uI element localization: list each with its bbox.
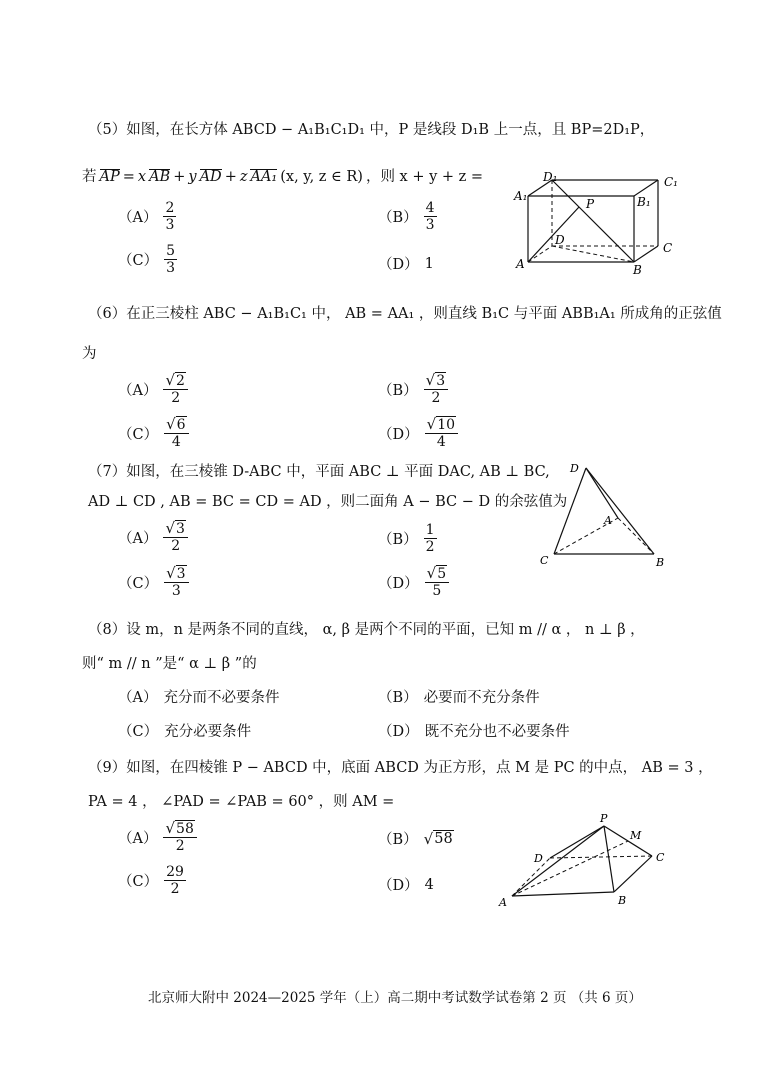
q7-stem-line2: AD ⊥ CD , AB = BC = CD = AD ，则二面角 A − BC − D 的余弦值为 <box>88 494 568 510</box>
q8-option-d[interactable] <box>378 720 570 741</box>
option-label: （A） <box>118 830 158 847</box>
q5-option-c[interactable] <box>118 243 177 276</box>
option-label: （C） <box>118 253 159 270</box>
q8-stem-line1: （8）设 m，n 是两条不同的直线， α, β 是两个不同的平面，已知 m // α ， n ⊥ β ， <box>88 622 645 638</box>
fraction: √ 6 4 <box>164 416 188 450</box>
label-p: P <box>600 812 608 825</box>
fraction: $\frac{1}{2}$ <box>425 522 435 556</box>
vec-ad: AD <box>199 169 222 185</box>
q7-stem-line1: （7）如图，在三棱锥 D-ABC 中，平面 ABC ⊥ 平面 DAC, AB ⊥ BC, <box>88 464 550 480</box>
q5-ruo: 若 <box>82 169 97 185</box>
q8-stem-line2: 则“ m // n ”是“ α ⊥ β ”的 <box>82 656 257 672</box>
option-text: 必要而不充分条件 <box>423 690 540 706</box>
q8-option-b[interactable] <box>378 686 540 707</box>
option-label: （D） <box>378 426 419 443</box>
q9-option-b[interactable] <box>378 828 454 849</box>
q9-pyramid-figure <box>496 812 676 912</box>
vec-aa1: AA₁ <box>250 169 278 185</box>
q7-option-c[interactable] <box>118 565 189 599</box>
option-label: （D） <box>378 257 419 273</box>
option-label: （B） <box>378 210 418 227</box>
fraction: √ 58 2 <box>163 820 196 854</box>
q5-stem-line2: 若 AP = x AB + y AD + z AA₁ (x, y, z ∈ R) ，则 x + y + z = <box>82 165 483 186</box>
option-label: （D） <box>378 878 419 894</box>
q6-stem-line1: （6）在正三棱柱 ABC − A₁B₁C₁ 中， AB = AA₁ ，则直线 B₁C 与平面 ABB₁A₁ 所成角的正弦值 <box>88 306 722 322</box>
q5-ask: ，则 x + y + z = <box>365 169 484 185</box>
q7-pyramid-figure <box>536 458 676 578</box>
label-a: A <box>604 514 612 527</box>
label-b: B <box>633 263 642 277</box>
label-p: P <box>586 197 595 211</box>
q7-option-d[interactable] <box>378 565 449 599</box>
label-d1: D₁ <box>543 170 558 184</box>
option-value: 1 <box>424 255 434 272</box>
label-d: D <box>555 233 565 247</box>
q7-option-a[interactable] <box>118 520 188 554</box>
label-c: C <box>663 241 673 255</box>
option-text: 充分而不必要条件 <box>163 690 280 706</box>
q5-option-a[interactable] <box>118 200 176 233</box>
option-label: （C） <box>118 575 159 592</box>
vec-cond: (x, y, z ∈ R) <box>280 169 363 185</box>
q5-cuboid-figure <box>510 168 690 278</box>
option-label: （A） <box>118 530 158 547</box>
label-m: M <box>630 829 642 842</box>
option-label: （B） <box>378 382 418 399</box>
fraction: √ 3 3 <box>164 565 188 599</box>
vec-ab: AB <box>149 169 171 185</box>
label-d: D <box>534 852 543 865</box>
fraction: $\frac{2}{3}$ <box>165 200 175 234</box>
option-label: （A） <box>118 382 158 399</box>
option-text: 既不充分也不必要条件 <box>424 724 570 740</box>
label-b: B <box>618 894 627 907</box>
option-label: （D） <box>378 724 419 740</box>
fraction: $\frac{29}{2}$ <box>166 864 184 898</box>
option-label: （A） <box>118 690 158 706</box>
page-footer: 北京师大附中 2024—2025 学年（上）高二期中考试数学试卷第 2 页 （共 6 页） <box>148 990 642 1006</box>
q8-option-a[interactable] <box>118 686 279 707</box>
fraction: √ 5 5 <box>425 565 449 599</box>
q6-option-c[interactable] <box>118 416 189 450</box>
option-text: 充分必要条件 <box>164 724 252 740</box>
fraction: $\frac{5}{3}$ <box>166 243 176 277</box>
q6-stem-line2: 为 <box>82 346 97 362</box>
option-label: （D） <box>378 575 419 592</box>
q9-stem-line2: PA = 4 ， ∠PAD = ∠PAB = 60° ，则 AM = <box>88 794 395 810</box>
q6-option-a[interactable] <box>118 372 188 406</box>
sqrt: √ 58 <box>423 829 453 848</box>
fraction: √ 2 2 <box>163 372 187 406</box>
option-label: （A） <box>118 210 158 227</box>
option-label: （C） <box>118 724 159 740</box>
fraction: √ 3 2 <box>424 372 448 406</box>
option-label: （C） <box>118 426 159 443</box>
q5-option-d[interactable] <box>378 253 434 274</box>
fraction: √ 10 4 <box>425 416 458 450</box>
option-label: （B） <box>378 690 418 706</box>
label-c1: C₁ <box>664 175 678 189</box>
label-b: B <box>656 556 665 569</box>
option-label: （B） <box>378 832 418 848</box>
option-label: （B） <box>378 532 418 549</box>
q8-option-c[interactable] <box>118 720 251 741</box>
q5-option-b[interactable] <box>378 200 437 233</box>
label-c: C <box>540 554 549 567</box>
q9-option-a[interactable] <box>118 820 197 854</box>
q9-stem-line1: （9）如图，在四棱锥 P − ABCD 中，底面 ABCD 为正方形，点 M 是 PC 的中点， AB = 3 ， <box>88 760 713 776</box>
q6-option-d[interactable] <box>378 416 458 450</box>
label-c: C <box>656 851 665 864</box>
q9-option-d[interactable] <box>378 874 434 895</box>
q6-option-b[interactable] <box>378 372 448 406</box>
fraction: $\frac{4}{3}$ <box>425 200 435 234</box>
label-d: D <box>570 462 579 475</box>
fraction: √ 3 2 <box>163 520 187 554</box>
label-b1: B₁ <box>637 195 651 209</box>
option-value: 4 <box>424 876 434 893</box>
label-a: A <box>516 257 525 271</box>
vec-ap: AP <box>99 169 120 185</box>
q9-option-c[interactable] <box>118 864 186 897</box>
q7-option-b[interactable] <box>378 522 437 555</box>
label-a: A <box>499 896 507 909</box>
label-a1: A₁ <box>514 189 528 203</box>
q5-stem-line1: （5）如图，在长方体 ABCD − A₁B₁C₁D₁ 中，P 是线段 D₁B 上一点，且 BP=2D₁P， <box>88 122 655 138</box>
option-label: （C） <box>118 874 159 891</box>
